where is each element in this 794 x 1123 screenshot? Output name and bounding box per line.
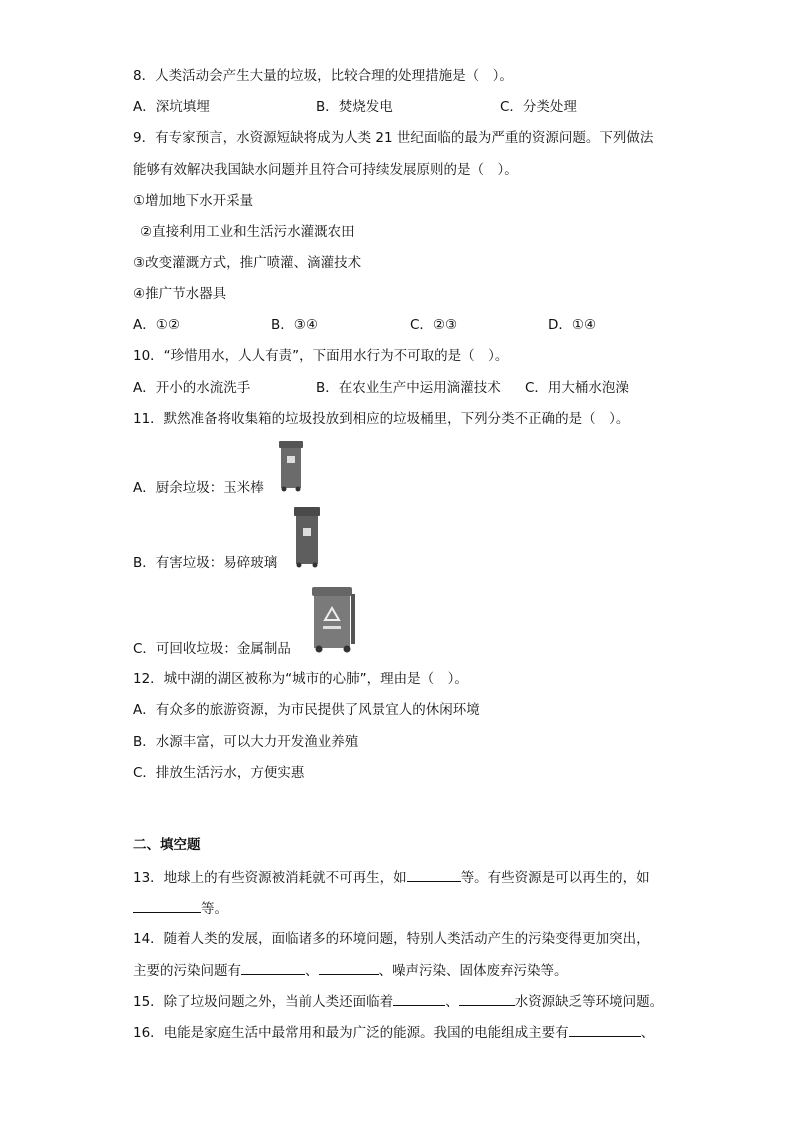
q9-option-c: C．②③ [410, 317, 458, 333]
section-title-fill-in: 二、填空题 [133, 837, 201, 853]
q15-text-a: 15．除了垃圾问题之外，当前人类还面临着 [133, 994, 394, 1010]
kitchen-waste-bin-icon [278, 440, 304, 492]
q11-option-a: A．厨余垃圾：玉米棒 [133, 480, 264, 496]
recyclable-bin-icon [311, 586, 357, 654]
q14-blank-1[interactable] [241, 961, 305, 975]
q15-line [133, 992, 663, 1011]
q11-option-b: B．有害垃圾：易碎玻璃 [133, 555, 278, 571]
q11-option-c: C．可回收垃圾：金属制品 [133, 641, 291, 657]
q9-item-2: ②直接利用工业和生活污水灌溉农田 [140, 224, 355, 240]
q9-stem-line1: 9．有专家预言，水资源短缺将成为人类 21 世纪面临的最为严重的资源问题。下列做法 [133, 130, 654, 146]
q13-blank-2[interactable] [133, 899, 201, 913]
q15-text-b: 、 [445, 994, 459, 1010]
q11-stem: 11．默然准备将收集箱的垃圾投放到相应的垃圾桶里，下列分类不正确的是（ ）。 [133, 411, 630, 427]
q8-option-a: A．深坑填埋 [133, 99, 210, 115]
q9-stem-line2: 能够有效解决我国缺水问题并且符合可持续发展原则的是（ ）。 [133, 162, 518, 178]
q9-item-4: ④推广节水器具 [133, 286, 227, 302]
q13-line2 [133, 899, 228, 918]
q16-blank-1[interactable] [569, 1023, 641, 1037]
q15-blank-2[interactable] [459, 992, 515, 1006]
q15-text-c: 水资源缺乏等环境问题。 [514, 994, 664, 1010]
q16-line [133, 1023, 654, 1042]
q10-option-a: A．开小的水流洗手 [133, 380, 251, 396]
q9-option-b: B．③④ [271, 317, 318, 333]
q9-item-1: ①增加地下水开采量 [133, 193, 254, 209]
q14-text-c: 、噪声污染、固体废弃污染等。 [378, 963, 568, 979]
q12-option-a: A．有众多的旅游资源，为市民提供了风景宜人的休闲环境 [133, 702, 480, 718]
q10-option-b: B．在农业生产中运用滴灌技术 [316, 380, 501, 396]
q8-option-c: C．分类处理 [500, 99, 577, 115]
q13-blank-1[interactable] [407, 868, 461, 882]
q9-item-3: ③改变灌溉方式，推广喷灌、滴灌技术 [133, 255, 362, 271]
q14-text-a: 主要的污染问题有 [133, 963, 241, 979]
q8-option-b: B．焚烧发电 [316, 99, 393, 115]
q8-stem: 8．人类活动会产生大量的垃圾，比较合理的处理措施是（ ）。 [133, 68, 513, 84]
q13-text-b: 等。有些资源是可以再生的，如 [460, 870, 650, 886]
q13-line1 [133, 868, 650, 887]
q10-stem: 10．“珍惜用水，人人有责”，下面用水行为不可取的是（ ）。 [133, 348, 509, 364]
q12-option-b: B．水源丰富，可以大力开发渔业养殖 [133, 734, 359, 750]
q16-text-b: 、 [640, 1025, 655, 1041]
q14-blank-2[interactable] [319, 961, 379, 975]
q10-option-c: C．用大桶水泡澡 [525, 380, 629, 396]
q16-text-a: 16．电能是家庭生活中最常用和最为广泛的能源。我国的电能组成主要有 [133, 1025, 569, 1041]
q14-line2 [133, 961, 568, 980]
hazardous-waste-bin-icon [293, 506, 321, 568]
q12-option-c: C．排放生活污水，方便实惠 [133, 765, 305, 781]
q14-text-b: 、 [305, 963, 319, 979]
q12-stem: 12．城中湖的湖区被称为“城市的心肺”，理由是（ ）。 [133, 671, 468, 687]
q14-line1: 14．随着人类的发展，面临诸多的环境问题，特别人类活动产生的污染变得更加突出， [133, 931, 650, 947]
q9-option-a: A．①② [133, 317, 180, 333]
q13-text-a: 13．地球上的有些资源被消耗就不可再生，如 [133, 870, 407, 886]
q9-option-d: D．①④ [548, 317, 597, 333]
q13-text-c: 等。 [201, 901, 228, 917]
q15-blank-1[interactable] [393, 992, 445, 1006]
